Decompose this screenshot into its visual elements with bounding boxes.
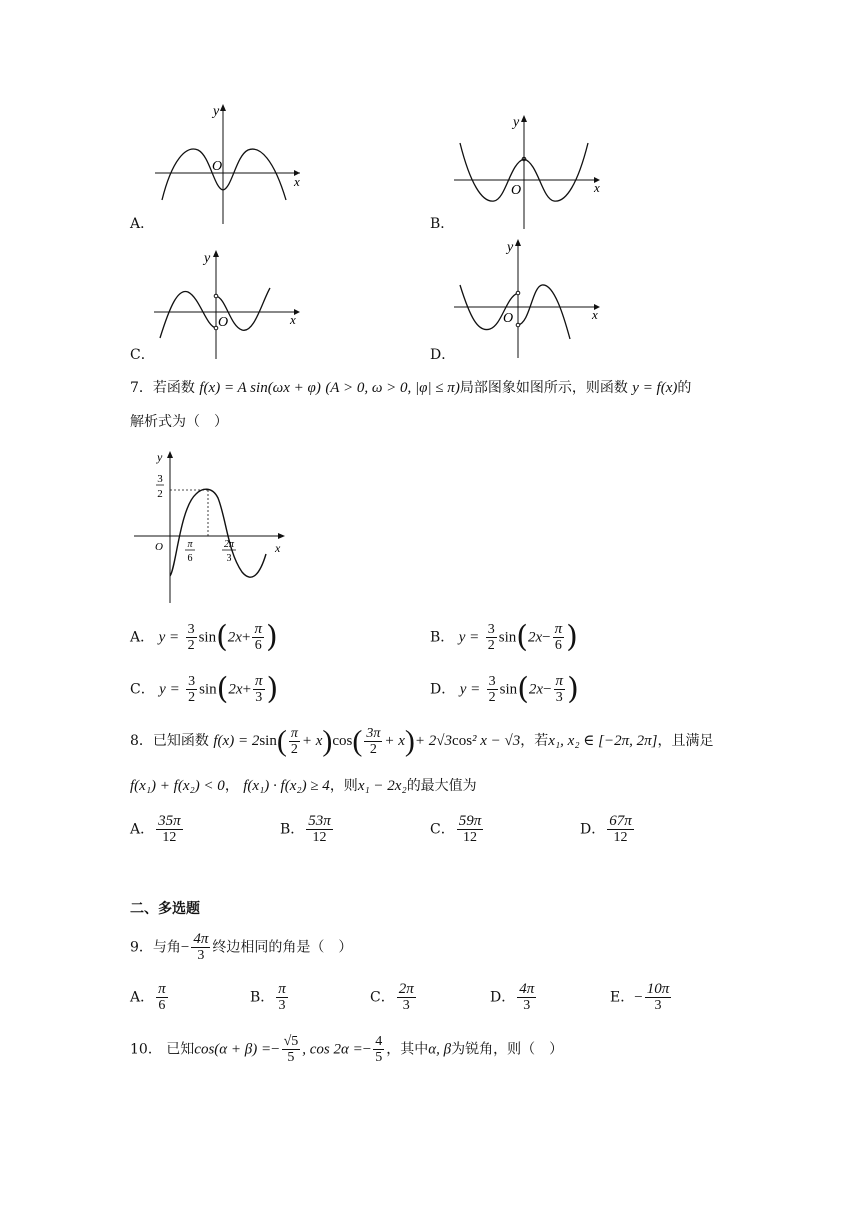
q8-option-b-num: 53π [308,813,331,829]
q7-condition: (A > 0, ω > 0, |φ| ≤ π) [325,380,460,396]
svg-text:x: x [594,180,600,195]
q9-stem-prefix: 与角 [152,939,181,956]
q7-option-a: A． y = $\frac{3}{2}$ sin(2x+ $\frac{\pi}{6}$ ) [130,619,278,655]
q9-option-d-den: 3 [523,998,531,1013]
svg-text:O: O [218,315,229,330]
q9-option-a [130,982,170,1013]
q9-number: 9． [130,939,153,956]
q9-option-b-den: 3 [278,998,286,1013]
q9-option-c-num: 2π [398,981,414,997]
q10-stem-mid: ，其中 [386,1041,429,1058]
q8-stem-suffix-2: ，且满足 [657,732,714,749]
svg-text:y: y [507,240,514,255]
q7-graph-x-label: x [275,541,281,555]
q8-option-c-label: C． [430,821,455,838]
option-c-label: C． [130,347,155,363]
q8-option-b-label: B． [280,821,305,838]
q10-stem-suffix: 为锐角，则（ ） [451,1041,564,1058]
q9-option-c [370,982,418,1013]
q7-option-c: C． y = $\frac{3}{2}$ sin(2x+ $\frac{\pi}{3}$ ) [130,671,279,707]
q9-option-b [250,982,290,1013]
q9-stem-suffix: 终边相同的角是（ ） [212,939,353,956]
q8-option-a-label: A． [130,821,155,838]
q7-stem-suffix: 局部图象如图所示，则函数 [459,380,628,396]
q9-option-e [610,982,673,1013]
q9-option-a-label: A． [130,989,155,1006]
q7-option-a-den: 6 [254,638,262,653]
q7-option-b: B． y = $\frac{3}{2}$ sin(2x− $\frac{\pi}{6}$ ) [430,619,578,655]
q9-option-b-num: π [278,981,286,997]
q7-graph-peak-num: 3 [157,473,163,485]
q8-option-a-num: 35π [158,813,181,829]
option-b-label: B． [430,216,455,232]
q8-option-d-label: D． [580,821,606,838]
q9-option-d-label: D． [490,989,516,1006]
q8-option-c-num: 59π [458,813,482,829]
option-d-label: D． [430,347,456,363]
q8-number: 8． [130,732,153,749]
q9-option-e-label: E． [610,989,635,1006]
q7-option-a-label: A． [130,629,155,646]
graph-option-a [150,100,310,228]
svg-text:x: x [592,307,598,322]
q7-option-b-shift: − [542,629,551,646]
q7-option-d: D． y = $\frac{3}{2}$ sin(2x− $\frac{\pi}{3}$ ) [430,671,579,707]
q7-number: 7． [130,380,153,396]
q7-option-b-label: B． [430,629,455,646]
q10-four: 4 [375,1034,383,1049]
q8-option-d-den: 12 [613,830,628,845]
q8-expression: x₁ − 2x₂ [357,778,407,794]
q8-option-c [430,814,485,845]
q7-stem-prefix: 若函数 [152,380,195,396]
q9-angle-num: 4π [193,931,209,947]
q9-option-e-num: 10π [646,981,670,997]
q8-option-d [580,814,636,845]
q7-option-b-den: 6 [554,638,562,653]
q7-option-c-den: 3 [255,690,263,705]
q10-stem: 10． 已知cos(α + β) =− $\frac{√5}{5}$ , cos 2α =− $\frac{4}{5}$ ，其中α, β为锐角，则（ ） [130,1034,564,1065]
svg-text:y: y [513,115,520,130]
q10-cos2a: , cos 2α = [302,1041,363,1058]
q7-option-d-label: D． [430,681,456,698]
q8-option-c-den: 12 [462,830,477,845]
q7-graph-tick2-num: 2π [223,539,235,550]
q10-cos-sum: cos(α + β) = [194,1041,272,1058]
graph-option-b [448,113,608,233]
graph-option-c [150,246,310,362]
svg-text:y: y [213,104,220,119]
q9-option-a-den: 6 [158,998,166,1013]
q8-stem-line1 [130,726,713,757]
q8-option-b-den: 12 [312,830,327,845]
section-title: 二、多选题 [130,901,200,917]
q7-option-a-shift: + [241,629,251,646]
q7-graph-tick1-num: π [187,539,193,550]
q8-stem-suffix-1: ，若 [520,732,549,749]
option-a-label: A． [130,216,155,232]
q9-option-c-den: 3 [402,998,410,1013]
q7-graph-origin: O [155,541,163,553]
q8-stem-prefix: 已知函数 [152,732,209,749]
svg-text:y: y [204,251,211,266]
q8-set: x₁, x₂ ∈ [−2π, 2π] [548,732,658,749]
q9-option-a-num: π [158,981,166,997]
q9-angle-den: 3 [197,948,205,963]
q7-stem-line1 [130,378,691,398]
q7-option-d-den: 3 [555,690,563,705]
q7-graph-tick1-den: 6 [187,553,193,564]
q10-stem-prefix: 已知 [166,1041,195,1058]
q7-option-c-shift: + [242,681,252,698]
q7-stem-end: 的 [677,380,692,396]
q7-stem-line2: 解析式为（ ） [130,414,228,430]
q9-option-e-sign: − [634,989,643,1006]
svg-text:x: x [290,312,296,327]
q8-option-a [130,814,185,845]
q9-option-e-den: 3 [654,998,662,1013]
q9-option-d-num: 4π [519,981,535,997]
graph-option-d [448,237,608,361]
q8-then: ，则 [329,778,358,794]
q9-option-b-label: B． [250,989,275,1006]
svg-text:x: x [294,174,300,189]
svg-text:O: O [503,311,514,326]
q9-stem: 9．与角− $\frac{4\pi}{3}$ 终边相同的角是（ ） [130,931,353,963]
q7-option-c-label: C． [130,681,155,698]
q7-graph-peak-den: 2 [157,488,163,500]
q9-option-c-label: C． [370,989,395,1006]
q7-option-d-shift: − [543,681,552,698]
q8-option-a-den: 12 [162,830,177,845]
q7-y: y = f(x) [632,380,678,396]
q7-graph [130,448,290,606]
q10-vars: α, β [428,1041,452,1058]
q10-number: 10． [130,1041,162,1058]
q7-graph-y-label: y [157,450,163,464]
svg-text:O: O [212,159,223,174]
q8-stem-line2: f(x₁) + f(x₂) < 0， f(x₁) · f(x₂) ≥ 4，则x₁ − 2x₂的最大值为 [130,778,477,794]
q8-option-d-num: 67π [609,813,632,829]
q10-sqrt5: √5 [283,1034,299,1049]
q8-condition-2: f(x₁) · f(x₂) ≥ 4 [243,778,330,794]
svg-text:O: O [511,183,522,198]
q10-den5: 5 [287,1050,295,1065]
q8-option-b [280,814,335,845]
q7-function: f(x) = A sin(ωx + φ) [199,380,321,396]
q8-end: 的最大值为 [406,778,477,794]
q8-function: f(x) = 2sin( $\frac{\pi}{2}$ + x)cos( $\frac{3\pi}{2}$ + x)+ 2√3cos² x − √3 [213,724,521,758]
q9-option-d [490,982,538,1013]
q7-graph-tick2-den: 3 [226,553,232,564]
q8-condition-1: f(x₁) + f(x₂) < 0 [130,778,225,794]
